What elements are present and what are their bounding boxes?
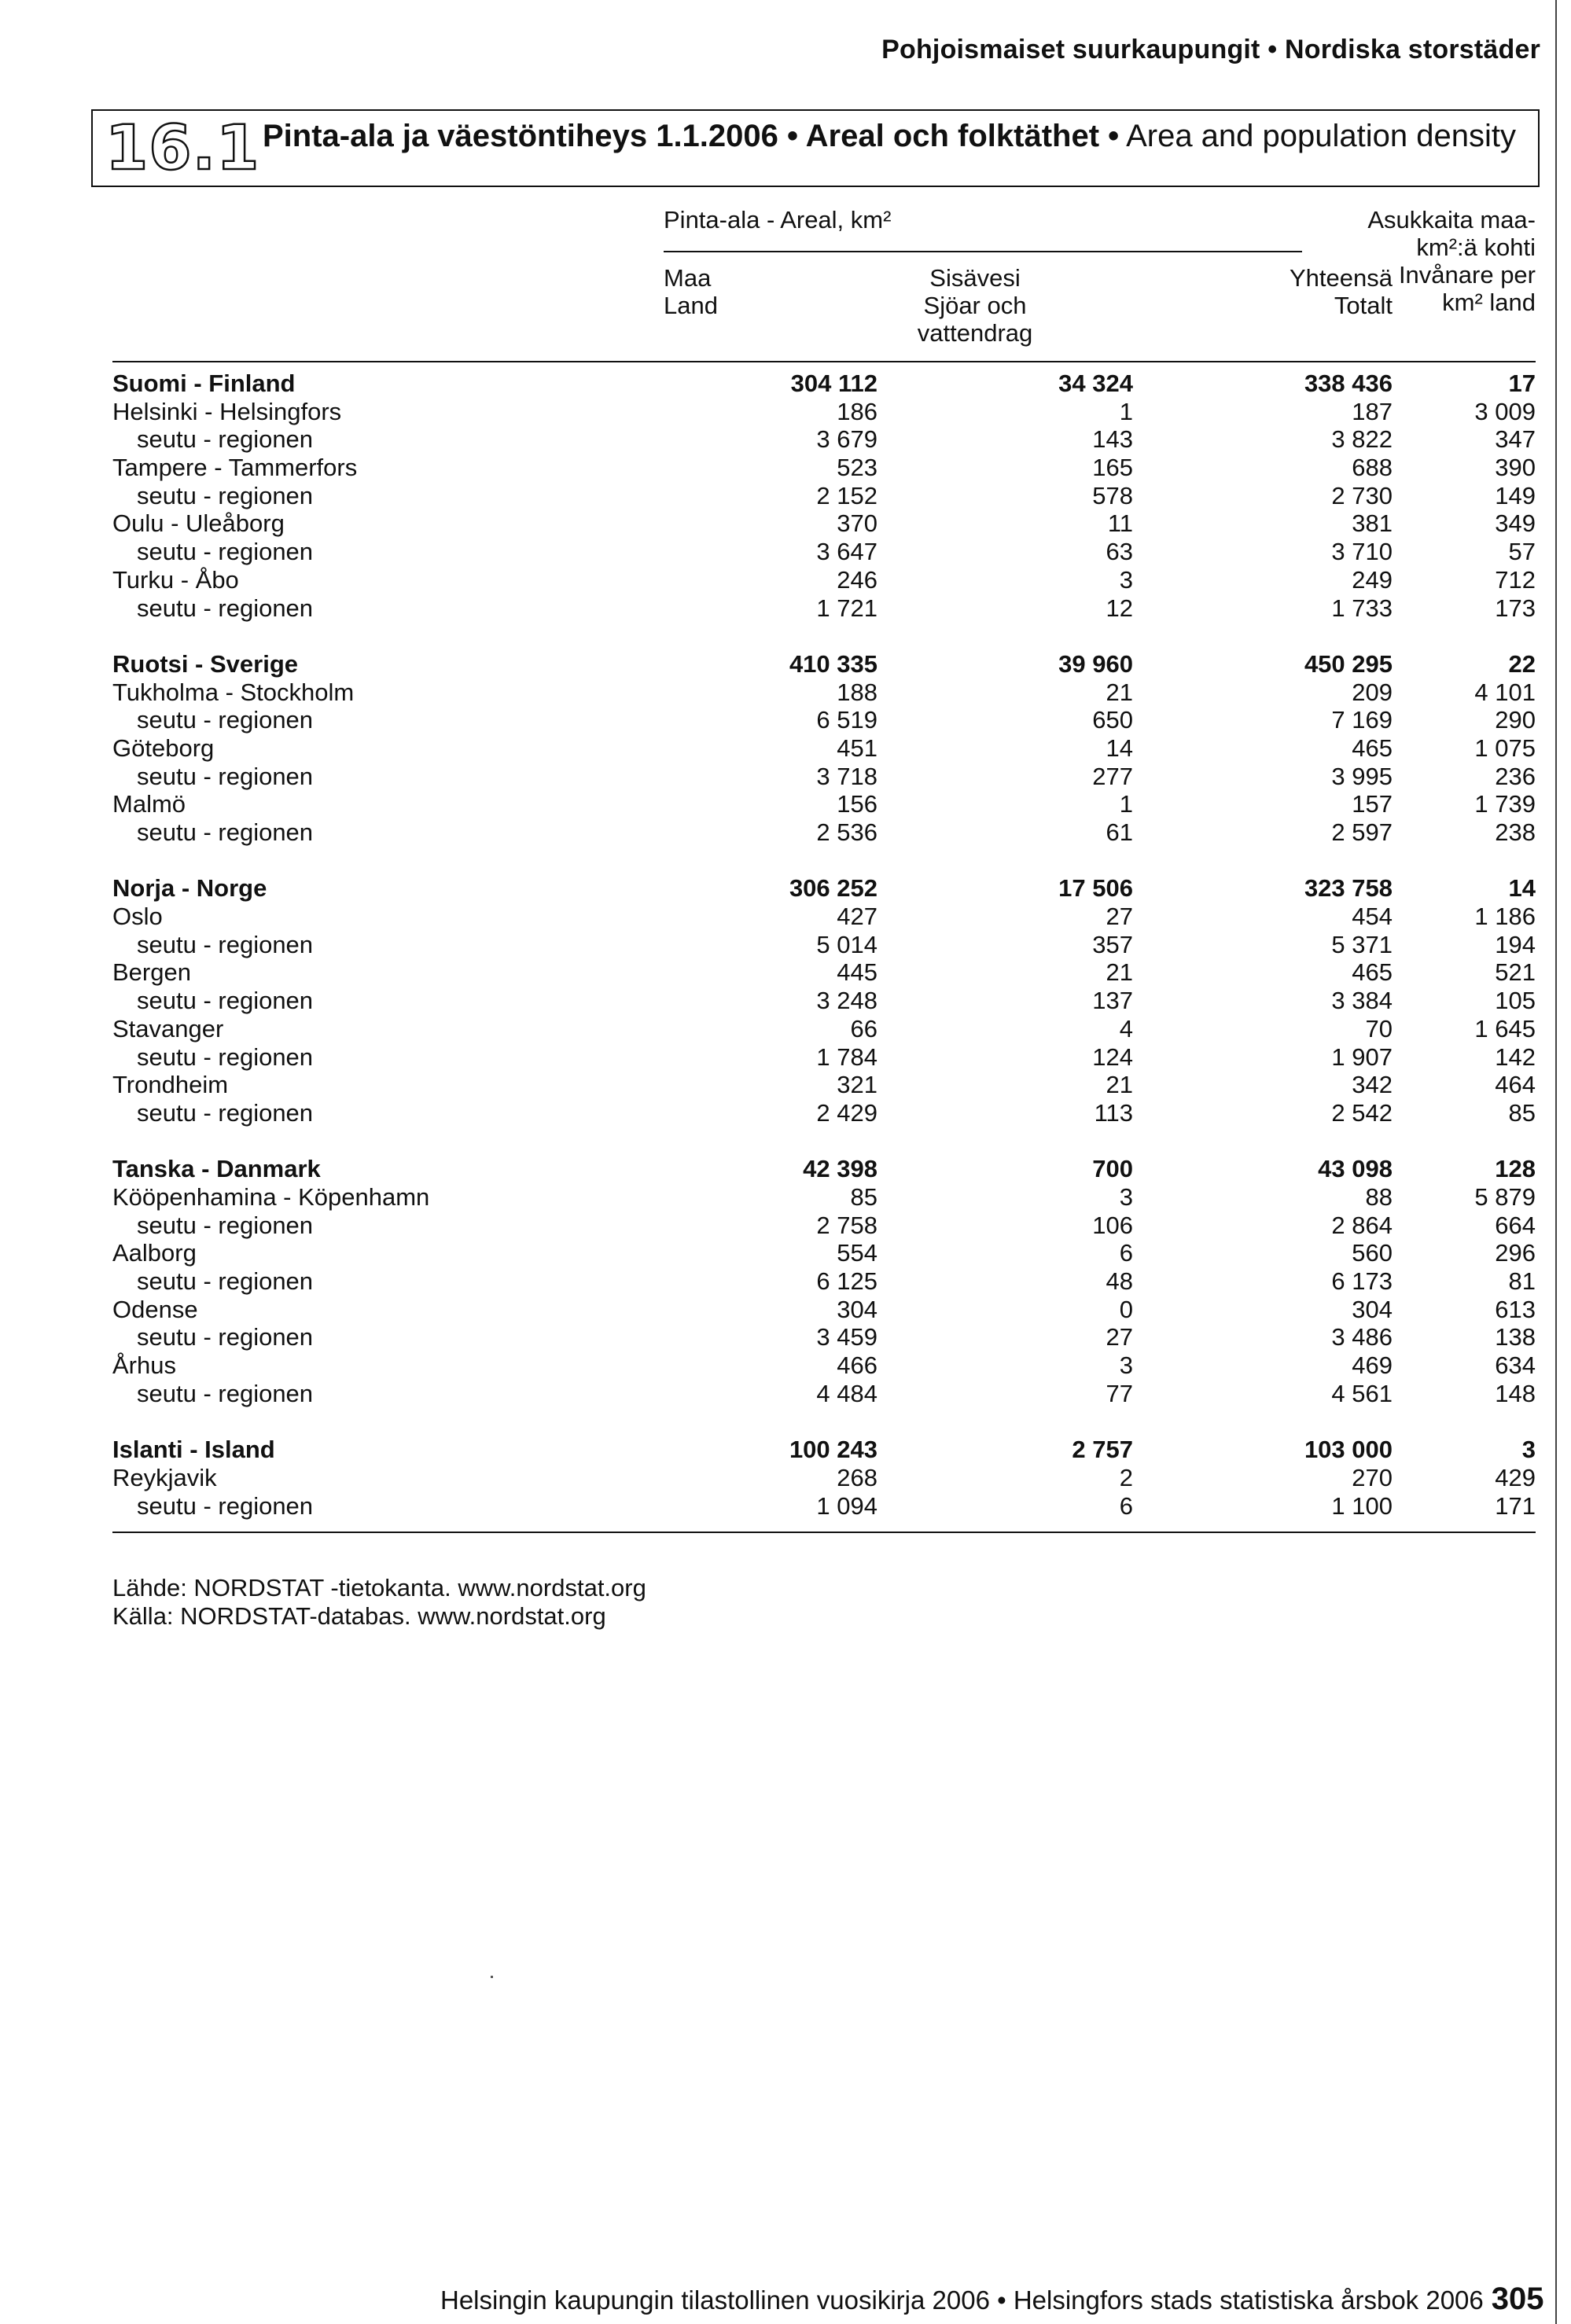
cell-total: 270 bbox=[1352, 1463, 1393, 1491]
cell-land: 306 252 bbox=[789, 874, 877, 903]
cell-density: 5 879 bbox=[1474, 1182, 1536, 1211]
cell-total: 688 bbox=[1352, 454, 1393, 482]
row-name: seutu - regionen bbox=[137, 818, 314, 846]
row-name: Helsinki - Helsingfors bbox=[112, 397, 342, 425]
row-name: Ruotsi - Sverige bbox=[112, 649, 298, 678]
table-number: 16.1 bbox=[105, 113, 260, 184]
cell-water: 4 bbox=[1119, 1014, 1133, 1042]
cell-land: 6 125 bbox=[816, 1267, 877, 1295]
row-name: Aalborg bbox=[112, 1239, 197, 1267]
cell-total: 3 710 bbox=[1331, 538, 1393, 566]
header-density bbox=[1305, 206, 1536, 316]
cell-total: 6 173 bbox=[1331, 1267, 1393, 1295]
row-name: seutu - regionen bbox=[137, 481, 314, 509]
cell-density: 14 bbox=[1508, 874, 1536, 903]
table-row bbox=[112, 1071, 1536, 1099]
cell-water: 113 bbox=[1094, 1098, 1133, 1127]
table-title-english: Area and population density bbox=[1119, 119, 1516, 153]
cell-water: 1 bbox=[1119, 397, 1133, 425]
table-row bbox=[112, 734, 1536, 763]
cell-land: 2 758 bbox=[816, 1211, 877, 1239]
cell-total: 3 486 bbox=[1331, 1323, 1393, 1351]
header-water-sv: Sjöar och bbox=[923, 292, 1027, 319]
cell-water: 1 bbox=[1119, 790, 1133, 818]
cell-total: 2 864 bbox=[1331, 1211, 1393, 1239]
cell-density: 85 bbox=[1508, 1098, 1536, 1127]
cell-water: 578 bbox=[1092, 481, 1133, 509]
cell-water: 124 bbox=[1092, 1042, 1133, 1071]
cell-water: 357 bbox=[1092, 930, 1133, 958]
row-name: seutu - regionen bbox=[137, 1323, 314, 1351]
row-name: seutu - regionen bbox=[137, 1042, 314, 1071]
table-row bbox=[112, 454, 1536, 482]
cell-land: 3 248 bbox=[816, 987, 877, 1015]
cell-total: 2 542 bbox=[1331, 1098, 1393, 1127]
cell-land: 3 718 bbox=[816, 762, 877, 790]
table-row bbox=[112, 1183, 1536, 1212]
table-title bbox=[263, 119, 1516, 154]
source-fi: Lähde: NORDSTAT -tietokanta. www.nordstat.org bbox=[112, 1574, 646, 1601]
cell-land: 4 484 bbox=[816, 1379, 877, 1407]
header-density-fi-1: Asukkaita maa- bbox=[1367, 206, 1536, 234]
cell-density: 1 186 bbox=[1474, 903, 1536, 931]
cell-total: 187 bbox=[1352, 397, 1393, 425]
cell-land: 321 bbox=[837, 1071, 877, 1099]
table-group-row bbox=[112, 1155, 1536, 1183]
table-group-row bbox=[112, 370, 1536, 398]
cell-density: 194 bbox=[1495, 930, 1536, 958]
table-row bbox=[112, 1239, 1536, 1267]
cell-land: 42 398 bbox=[803, 1155, 877, 1183]
cell-total: 1 733 bbox=[1331, 594, 1393, 622]
cell-total: 465 bbox=[1352, 958, 1393, 987]
row-name: seutu - regionen bbox=[137, 987, 314, 1015]
row-name: Stavanger bbox=[112, 1014, 224, 1042]
table-row bbox=[112, 678, 1536, 707]
cell-density: 3 bbox=[1521, 1436, 1536, 1464]
cell-total: 3 384 bbox=[1331, 987, 1393, 1015]
source-sv: Källa: NORDSTAT-databas. www.nordstat.org bbox=[112, 1602, 606, 1630]
table-row bbox=[112, 425, 1536, 454]
cell-water: 143 bbox=[1092, 425, 1133, 454]
table-row bbox=[112, 931, 1536, 959]
cell-water: 27 bbox=[1106, 903, 1133, 931]
cell-water: 12 bbox=[1106, 594, 1133, 622]
cell-total: 103 000 bbox=[1304, 1436, 1393, 1464]
cell-land: 246 bbox=[837, 565, 877, 594]
cell-land: 466 bbox=[837, 1351, 877, 1380]
cell-land: 66 bbox=[850, 1014, 877, 1042]
cell-density: 148 bbox=[1495, 1379, 1536, 1407]
cell-total: 465 bbox=[1352, 734, 1393, 762]
cell-density: 290 bbox=[1495, 706, 1536, 734]
cell-land: 445 bbox=[837, 958, 877, 987]
cell-land: 1 094 bbox=[816, 1491, 877, 1520]
cell-total: 4 561 bbox=[1331, 1379, 1393, 1407]
cell-density: 238 bbox=[1495, 818, 1536, 846]
cell-density: 17 bbox=[1508, 370, 1536, 397]
cell-water: 39 960 bbox=[1058, 649, 1133, 678]
row-name: seutu - regionen bbox=[137, 538, 314, 566]
cell-total: 560 bbox=[1352, 1239, 1393, 1267]
cell-water: 21 bbox=[1106, 1071, 1133, 1099]
table-row bbox=[112, 1099, 1536, 1127]
row-name: Kööpenhamina - Köpenhamn bbox=[112, 1182, 430, 1211]
cell-land: 410 335 bbox=[789, 649, 877, 678]
row-name: seutu - regionen bbox=[137, 930, 314, 958]
row-name: Bergen bbox=[112, 958, 191, 987]
table-row bbox=[112, 566, 1536, 594]
header-water-sv-2: vattendrag bbox=[917, 319, 1033, 347]
row-name: seutu - regionen bbox=[137, 1267, 314, 1295]
cell-density: 81 bbox=[1508, 1267, 1536, 1295]
cell-total: 450 295 bbox=[1304, 649, 1393, 678]
cell-land: 5 014 bbox=[816, 930, 877, 958]
cell-density: 521 bbox=[1495, 958, 1536, 987]
header-rule bbox=[664, 251, 1302, 252]
table-top-rule bbox=[112, 361, 1536, 362]
cell-density: 349 bbox=[1495, 509, 1536, 538]
row-name: seutu - regionen bbox=[137, 594, 314, 622]
cell-water: 165 bbox=[1092, 454, 1133, 482]
table-group-row bbox=[112, 650, 1536, 678]
cell-land: 268 bbox=[837, 1463, 877, 1491]
cell-total: 43 098 bbox=[1318, 1155, 1393, 1183]
table-row bbox=[112, 398, 1536, 426]
header-water bbox=[881, 264, 1069, 347]
row-name: Århus bbox=[112, 1351, 176, 1380]
cell-density: 1 075 bbox=[1474, 734, 1536, 762]
cell-land: 1 721 bbox=[816, 594, 877, 622]
page-number: 305 bbox=[1491, 2282, 1544, 2316]
cell-total: 323 758 bbox=[1304, 874, 1393, 903]
cell-density: 634 bbox=[1495, 1351, 1536, 1380]
cell-water: 48 bbox=[1106, 1267, 1133, 1295]
cell-density: 173 bbox=[1495, 594, 1536, 622]
cell-total: 5 371 bbox=[1331, 930, 1393, 958]
cell-total: 454 bbox=[1352, 903, 1393, 931]
header-density-sv-2: km² land bbox=[1442, 289, 1536, 316]
table-row bbox=[112, 1492, 1536, 1521]
cell-water: 17 506 bbox=[1058, 874, 1133, 903]
table-row bbox=[112, 1323, 1536, 1351]
cell-land: 188 bbox=[837, 678, 877, 706]
cell-land: 100 243 bbox=[789, 1436, 877, 1464]
row-name: Göteborg bbox=[112, 734, 215, 762]
row-name: Oulu - Uleåborg bbox=[112, 509, 285, 538]
cell-density: 1 645 bbox=[1474, 1014, 1536, 1042]
row-name: seutu - regionen bbox=[137, 706, 314, 734]
table-row bbox=[112, 818, 1536, 847]
table-row bbox=[112, 1015, 1536, 1043]
cell-land: 186 bbox=[837, 397, 877, 425]
row-name: Tanska - Danmark bbox=[112, 1155, 321, 1183]
table-row bbox=[112, 1351, 1536, 1380]
cell-water: 106 bbox=[1092, 1211, 1133, 1239]
table-row bbox=[112, 482, 1536, 510]
cell-water: 11 bbox=[1107, 509, 1133, 538]
table-row bbox=[112, 958, 1536, 987]
header-land-sv: Land bbox=[664, 292, 718, 319]
cell-water: 14 bbox=[1106, 734, 1133, 762]
cell-land: 6 519 bbox=[816, 706, 877, 734]
table-row bbox=[112, 1296, 1536, 1324]
scan-speck bbox=[491, 1976, 493, 1978]
cell-density: 236 bbox=[1495, 762, 1536, 790]
row-name: seutu - regionen bbox=[137, 1211, 314, 1239]
row-name: seutu - regionen bbox=[137, 762, 314, 790]
header-density-fi-2: km²:ä kohti bbox=[1416, 234, 1536, 261]
cell-density: 429 bbox=[1495, 1463, 1536, 1491]
cell-land: 2 152 bbox=[816, 481, 877, 509]
cell-total: 1 100 bbox=[1331, 1491, 1393, 1520]
cell-total: 342 bbox=[1352, 1071, 1393, 1099]
row-name: seutu - regionen bbox=[137, 1098, 314, 1127]
table-group-row bbox=[112, 1436, 1536, 1464]
header-area-group: Pinta-ala - Areal, km² bbox=[664, 206, 892, 234]
cell-land: 2 536 bbox=[816, 818, 877, 846]
cell-density: 57 bbox=[1508, 538, 1536, 566]
row-name: seutu - regionen bbox=[137, 425, 314, 454]
row-name: Odense bbox=[112, 1295, 198, 1323]
cell-land: 3 459 bbox=[816, 1323, 877, 1351]
row-name: Malmö bbox=[112, 790, 186, 818]
cell-water: 63 bbox=[1106, 538, 1133, 566]
table-row bbox=[112, 509, 1536, 538]
cell-water: 61 bbox=[1106, 818, 1133, 846]
row-name: seutu - regionen bbox=[137, 1491, 314, 1520]
table-row bbox=[112, 538, 1536, 566]
row-name: Islanti - Island bbox=[112, 1436, 275, 1464]
cell-land: 156 bbox=[837, 790, 877, 818]
cell-land: 451 bbox=[837, 734, 877, 762]
footer-text: Helsingin kaupungin tilastollinen vuosikirja 2006 • Helsingfors stads statistiska årsbok 2006 bbox=[440, 2285, 1484, 2315]
header-water-fi: Sisävesi bbox=[929, 264, 1021, 292]
running-head: Pohjoismaiset suurkaupungit • Nordiska storstäder bbox=[881, 35, 1540, 64]
table-body bbox=[112, 370, 1536, 1520]
source-note bbox=[112, 1574, 646, 1631]
table-title-bold: Pinta-ala ja väestöntiheys 1.1.2006 • Areal och folktäthet • bbox=[263, 119, 1120, 153]
cell-density: 613 bbox=[1495, 1295, 1536, 1323]
cell-total: 209 bbox=[1352, 678, 1393, 706]
cell-density: 142 bbox=[1495, 1042, 1536, 1071]
cell-total: 381 bbox=[1352, 509, 1393, 538]
table-row bbox=[112, 1043, 1536, 1072]
cell-total: 88 bbox=[1365, 1182, 1393, 1211]
cell-water: 21 bbox=[1106, 958, 1133, 987]
table-row bbox=[112, 763, 1536, 791]
cell-water: 77 bbox=[1106, 1379, 1133, 1407]
cell-density: 22 bbox=[1508, 649, 1536, 678]
table-group-row bbox=[112, 874, 1536, 903]
cell-water: 3 bbox=[1119, 1182, 1133, 1211]
row-name: Suomi - Finland bbox=[112, 370, 296, 397]
cell-land: 1 784 bbox=[816, 1042, 877, 1071]
header-total-fi: Yhteensä bbox=[1290, 264, 1393, 292]
cell-total: 157 bbox=[1352, 790, 1393, 818]
cell-density: 296 bbox=[1495, 1239, 1536, 1267]
cell-total: 3 995 bbox=[1331, 762, 1393, 790]
cell-land: 304 112 bbox=[790, 370, 877, 397]
cell-land: 304 bbox=[837, 1295, 877, 1323]
cell-total: 304 bbox=[1352, 1295, 1393, 1323]
cell-land: 3 647 bbox=[816, 538, 877, 566]
cell-land: 554 bbox=[837, 1239, 877, 1267]
table-row bbox=[112, 1212, 1536, 1240]
row-name: Tukholma - Stockholm bbox=[112, 678, 355, 706]
cell-land: 523 bbox=[837, 454, 877, 482]
page-footer bbox=[440, 2282, 1544, 2317]
row-name: Turku - Åbo bbox=[112, 565, 239, 594]
cell-water: 3 bbox=[1119, 1351, 1133, 1380]
cell-total: 3 822 bbox=[1331, 425, 1393, 454]
cell-water: 277 bbox=[1092, 762, 1133, 790]
table-row bbox=[112, 903, 1536, 931]
cell-total: 338 436 bbox=[1304, 370, 1393, 397]
cell-water: 137 bbox=[1092, 987, 1133, 1015]
row-name: Tampere - Tammerfors bbox=[112, 454, 358, 482]
cell-density: 149 bbox=[1495, 481, 1536, 509]
table-row bbox=[112, 594, 1536, 623]
cell-water: 2 757 bbox=[1072, 1436, 1133, 1464]
cell-water: 2 bbox=[1119, 1463, 1133, 1491]
cell-land: 370 bbox=[837, 509, 877, 538]
cell-total: 249 bbox=[1352, 565, 1393, 594]
cell-water: 700 bbox=[1092, 1155, 1133, 1183]
row-name: Trondheim bbox=[112, 1071, 229, 1099]
cell-total: 2 597 bbox=[1331, 818, 1393, 846]
cell-density: 390 bbox=[1495, 454, 1536, 482]
table-row bbox=[112, 1464, 1536, 1492]
row-name: Reykjavik bbox=[112, 1463, 217, 1491]
cell-total: 7 169 bbox=[1331, 706, 1393, 734]
cell-density: 1 739 bbox=[1474, 790, 1536, 818]
cell-water: 34 324 bbox=[1058, 370, 1133, 397]
cell-water: 3 bbox=[1119, 565, 1133, 594]
header-land bbox=[664, 264, 718, 319]
cell-water: 0 bbox=[1119, 1295, 1133, 1323]
row-name: Norja - Norge bbox=[112, 874, 267, 903]
table-row bbox=[112, 1380, 1536, 1408]
cell-total: 1 907 bbox=[1331, 1042, 1393, 1071]
page-edge-line bbox=[1555, 0, 1557, 2324]
table-row bbox=[112, 790, 1536, 818]
cell-density: 347 bbox=[1495, 425, 1536, 454]
table-row bbox=[112, 706, 1536, 734]
cell-density: 3 009 bbox=[1474, 397, 1536, 425]
row-name: seutu - regionen bbox=[137, 1379, 314, 1407]
cell-density: 712 bbox=[1495, 565, 1536, 594]
cell-density: 128 bbox=[1495, 1155, 1536, 1183]
table-row bbox=[112, 1267, 1536, 1296]
table-title-box bbox=[91, 109, 1540, 187]
cell-land: 2 429 bbox=[816, 1098, 877, 1127]
cell-total: 2 730 bbox=[1331, 481, 1393, 509]
cell-water: 650 bbox=[1092, 706, 1133, 734]
cell-land: 427 bbox=[837, 903, 877, 931]
cell-water: 6 bbox=[1119, 1239, 1133, 1267]
cell-density: 664 bbox=[1495, 1211, 1536, 1239]
cell-water: 6 bbox=[1119, 1491, 1133, 1520]
row-name: Oslo bbox=[112, 903, 163, 931]
header-total-sv: Totalt bbox=[1334, 292, 1393, 319]
cell-density: 138 bbox=[1495, 1323, 1536, 1351]
header-density-sv-1: Invånare per bbox=[1398, 261, 1536, 289]
cell-density: 464 bbox=[1495, 1071, 1536, 1099]
cell-total: 70 bbox=[1365, 1014, 1393, 1042]
cell-density: 171 bbox=[1495, 1491, 1536, 1520]
cell-density: 4 101 bbox=[1474, 678, 1536, 706]
cell-land: 3 679 bbox=[816, 425, 877, 454]
cell-water: 27 bbox=[1106, 1323, 1133, 1351]
cell-water: 21 bbox=[1106, 678, 1133, 706]
header-land-fi: Maa bbox=[664, 264, 712, 292]
table-row bbox=[112, 987, 1536, 1015]
table-bottom-rule bbox=[112, 1532, 1536, 1533]
cell-total: 469 bbox=[1352, 1351, 1393, 1380]
cell-land: 85 bbox=[850, 1182, 877, 1211]
cell-density: 105 bbox=[1495, 987, 1536, 1015]
